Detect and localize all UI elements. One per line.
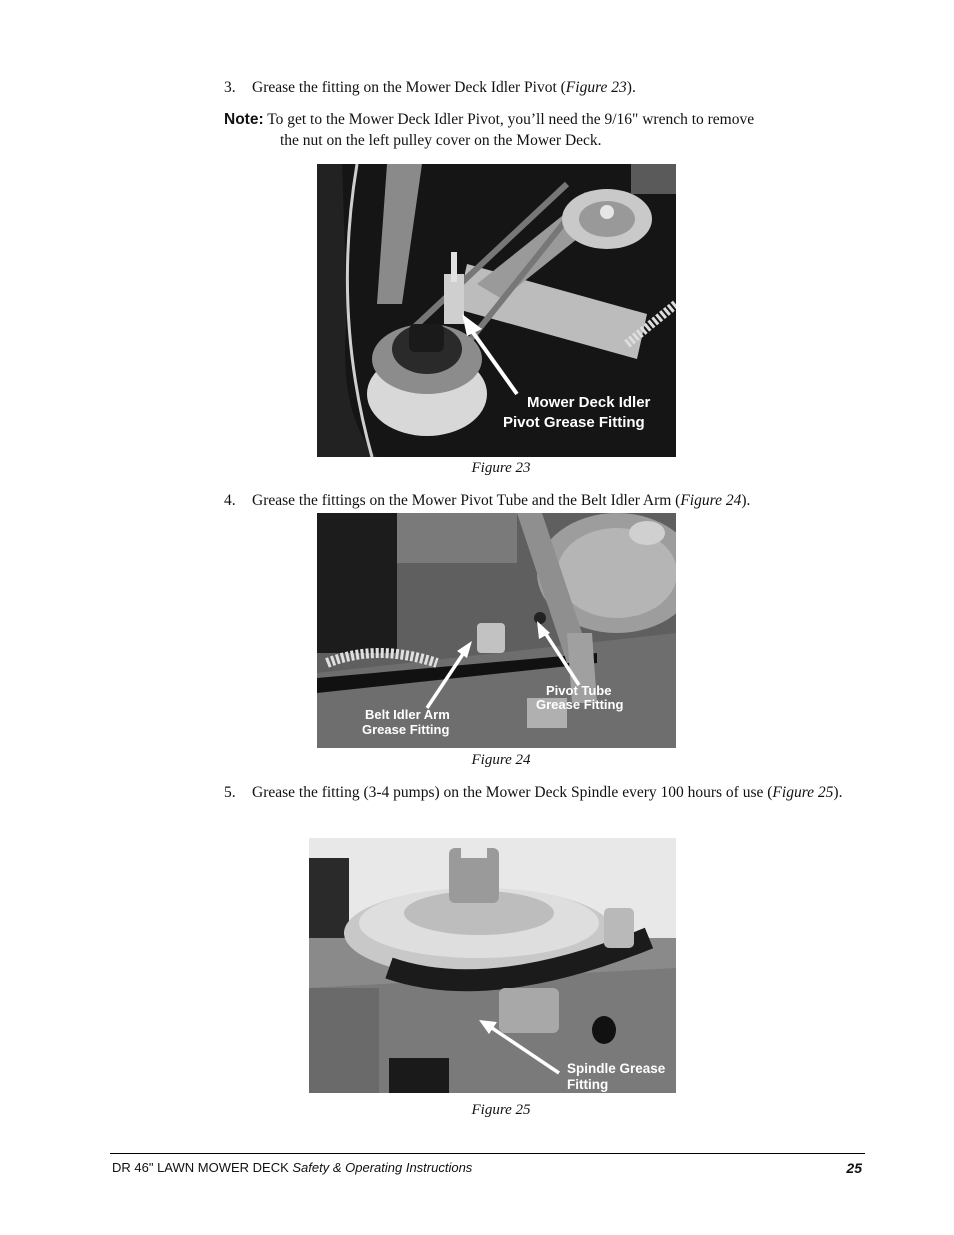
step-text: Grease the fitting (3-4 pumps) on the Mower Deck Spindle every 100 hours of use (Figure 25).: [252, 784, 843, 801]
figure-reference: Figure 25: [772, 784, 834, 801]
page-footer: [112, 1160, 862, 1175]
figure-25-photo: [309, 838, 676, 1093]
figure-25-callout-line-2: Fitting: [567, 1077, 609, 1092]
footer-subtitle: Safety & Operating Instructions: [292, 1160, 473, 1175]
figure-25-caption: Figure 25: [471, 1102, 531, 1118]
step-number: 4.: [224, 492, 236, 509]
figure-24-callout-pivot-2: Grease Fitting: [536, 697, 624, 712]
figure-reference: Figure 24: [680, 492, 742, 509]
note-block: [224, 109, 864, 151]
figure-25-callout-line-1: Spindle Grease: [567, 1061, 666, 1076]
step-text: Grease the fitting on the Mower Deck Idler Pivot (Figure 23).: [252, 79, 636, 96]
footer-title: DR 46" LAWN MOWER DECK: [112, 1160, 293, 1175]
step-number: 3.: [224, 79, 236, 96]
step-3: [224, 77, 864, 98]
note-line-2: the nut on the left pulley cover on the Mower Deck.: [280, 132, 602, 149]
note-label: Note:: [224, 111, 264, 128]
page-number: 25: [846, 1160, 862, 1176]
figure-23-photo: [317, 164, 676, 457]
step-text: Grease the fittings on the Mower Pivot Tube and the Belt Idler Arm (Figure 24).: [252, 492, 751, 509]
footer-divider: [110, 1153, 865, 1154]
step-5: [224, 782, 864, 803]
figure-24-callout-pivot-1: Pivot Tube: [546, 683, 612, 698]
figure-23-caption: Figure 23: [471, 460, 531, 476]
figure-24-photo: [317, 513, 676, 748]
figure-23-callout-line-2: Pivot Grease Fitting: [503, 414, 645, 431]
figure-24-callout-belt-1: Belt Idler Arm: [365, 707, 450, 722]
figure-24-callout-belt-2: Grease Fitting: [362, 722, 450, 737]
figure-23-callout-line-1: Mower Deck Idler: [527, 394, 651, 411]
step-4: [224, 490, 864, 511]
note-line-1: To get to the Mower Deck Idler Pivot, you’ll need the 9/16" wrench to remove: [267, 111, 755, 128]
figure-24-caption: Figure 24: [471, 752, 531, 768]
step-number: 5.: [224, 784, 236, 801]
figure-reference: Figure 23: [565, 79, 627, 96]
